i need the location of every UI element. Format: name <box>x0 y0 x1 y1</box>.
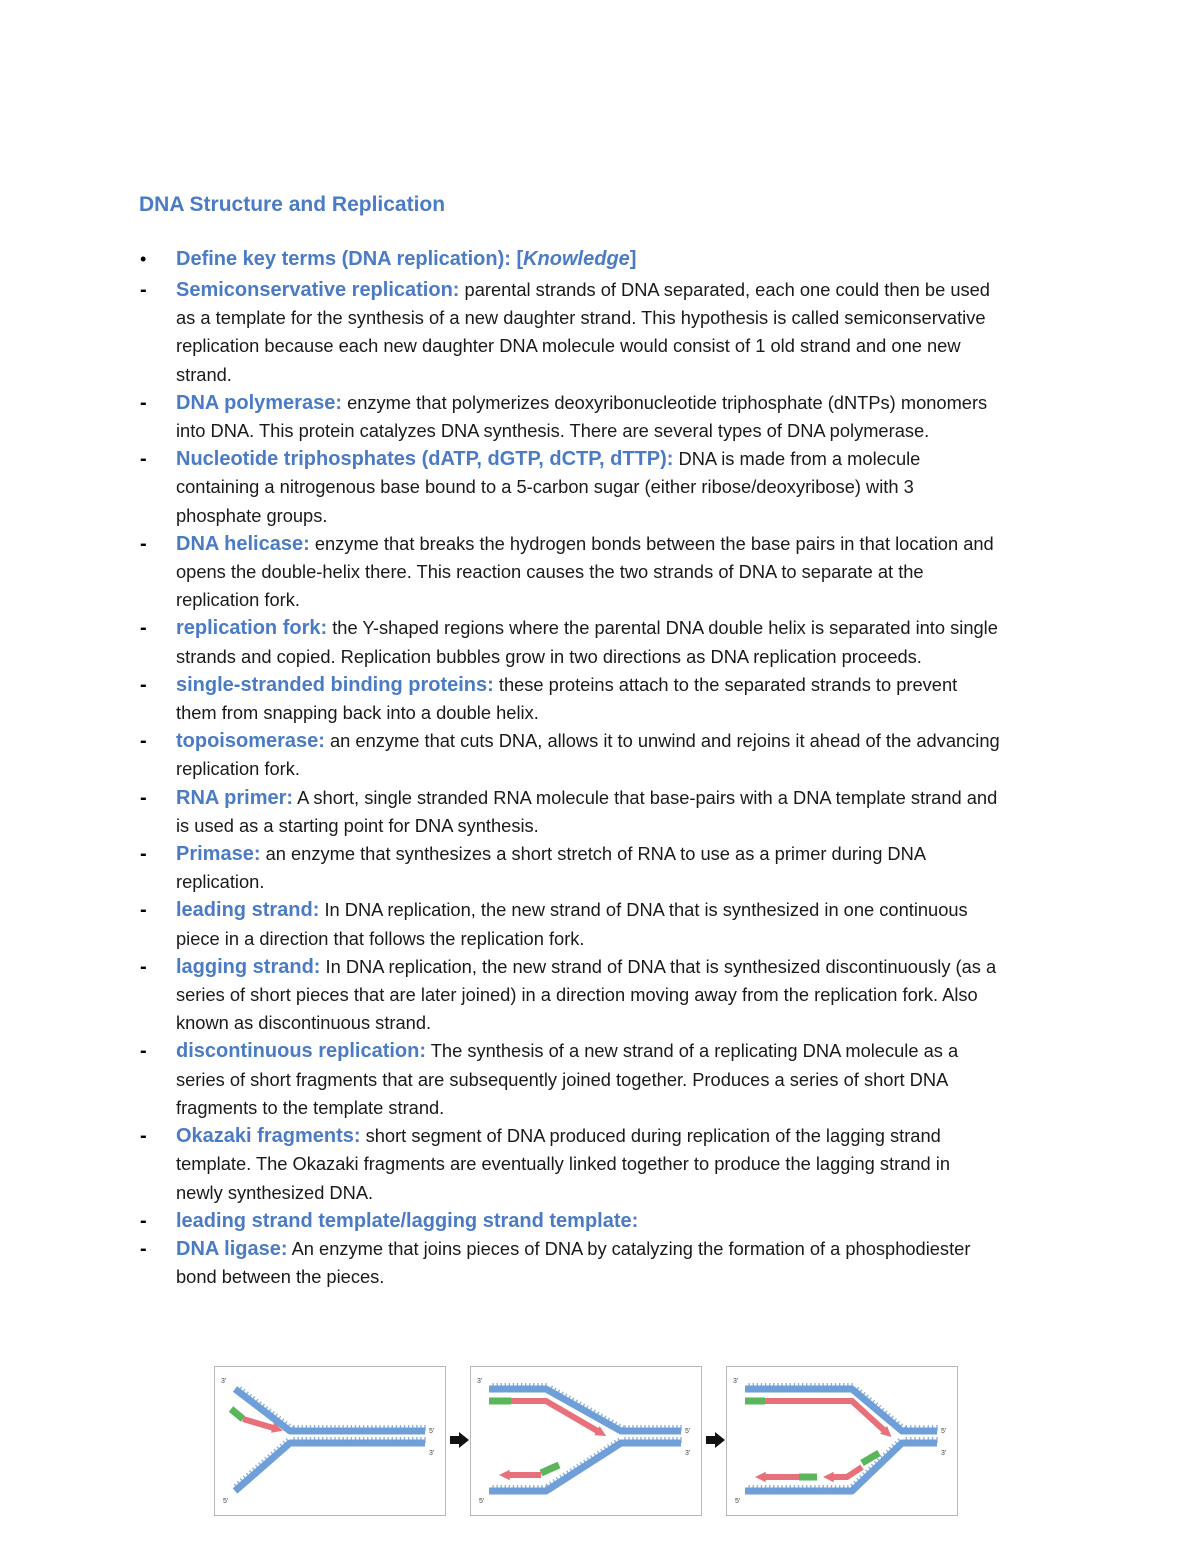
term-item <box>140 953 1000 1038</box>
term-item <box>140 445 1000 530</box>
term-definition: In DNA replication, the new strand of DNA that is synthesized discontinuously (as a series of short pieces that are later joined) in a direction moving away from the replication fork. Also known as discontinuous strand. <box>176 955 997 1034</box>
key-terms-list <box>140 276 1000 1291</box>
strand-end-label: 5' <box>685 1428 691 1435</box>
term-item <box>140 1037 1000 1122</box>
okazaki-fragment-head <box>823 1472 834 1482</box>
term-name: Okazaki fragments: <box>176 1125 361 1148</box>
dash-bullet: - <box>140 617 147 640</box>
figure-panel-1 <box>214 1366 446 1516</box>
figure-panel-2 <box>470 1366 702 1516</box>
term-name: leading strand template/lagging strand template: <box>176 1209 639 1232</box>
term-item <box>140 1122 1000 1207</box>
term-definition: enzyme that breaks the hydrogen bonds between the base pairs in that location and opens the double-helix there. This reaction causes the two strands of DNA to separate at the replication fork. <box>176 532 994 611</box>
template-strand-top <box>745 1389 937 1431</box>
strand-end-label: 5' <box>223 1498 229 1505</box>
okazaki-fragment-head <box>755 1472 766 1482</box>
rna-primer <box>231 1409 243 1419</box>
dash-bullet: - <box>140 532 147 555</box>
dash-bullet: - <box>140 730 147 753</box>
term-item <box>140 840 1000 896</box>
okazaki-fragment <box>829 1467 862 1477</box>
dash-bullet: - <box>140 673 147 696</box>
strand-end-label: 3' <box>941 1450 947 1457</box>
strand-end-label: 3' <box>221 1378 227 1385</box>
term-name: replication fork: <box>176 617 328 640</box>
dash-bullet: - <box>140 279 147 301</box>
right-arrow-icon <box>450 1432 470 1448</box>
term-item <box>140 1207 1000 1235</box>
term-item <box>140 896 1000 952</box>
term-name: Primase: <box>176 843 261 866</box>
strand-end-label: 3' <box>685 1450 691 1457</box>
strand-end-label: 3' <box>733 1378 739 1385</box>
term-item <box>140 671 1000 727</box>
page-title: DNA Structure and Replication <box>139 193 446 216</box>
term-definition: an enzyme that cuts DNA, allows it to unwind and rejoins it ahead of the advancing replication fork. <box>176 730 1000 780</box>
dash-bullet: - <box>140 786 147 809</box>
term-definition: The synthesis of a new strand of a replicating DNA molecule as a series of short fragments that are subsequently joined together. Produces a series of short DNA fragments to the template strand. <box>176 1040 959 1118</box>
term-name: single-stranded binding proteins: <box>176 673 494 696</box>
strand-end-label: 5' <box>941 1428 947 1435</box>
term-item <box>140 276 1000 389</box>
lead-bullet-item <box>140 245 1000 273</box>
term-name: DNA polymerase: <box>176 391 342 414</box>
term-definition: these proteins attach to the separated strands to prevent them from snapping back into a double helix. <box>176 673 958 724</box>
dash-bullet: - <box>140 1040 147 1063</box>
strand-end-label: 5' <box>479 1498 485 1505</box>
figure-panel-3 <box>726 1366 958 1516</box>
okazaki-fragment-head <box>499 1470 510 1480</box>
dash-bullet: - <box>140 899 147 922</box>
template-strand-bottom <box>489 1443 681 1491</box>
term-definition: short segment of DNA produced during replication of the lagging strand template. The Okazaki fragments are eventually linked together to produce the lagging strand in newly synthesized DNA. <box>176 1125 951 1203</box>
term-item <box>140 614 1000 670</box>
term-definition: An enzyme that joins pieces of DNA by catalyzing the formation of a phosphodiester bond between the pieces. <box>176 1237 971 1288</box>
dash-bullet: - <box>140 448 147 471</box>
term-name: leading strand: <box>176 899 320 922</box>
term-item <box>140 784 1000 840</box>
dash-bullet: - <box>140 955 147 978</box>
term-item <box>140 727 1000 783</box>
term-item <box>140 530 1000 615</box>
template-strand-bottom <box>745 1443 937 1491</box>
term-definition: enzyme that polymerizes deoxyribonucleotide triphosphate (dNTPs) monomers into DNA. This protein catalyzes DNA synthesis. There are several types of DNA polymerase. <box>176 391 988 442</box>
term-name: RNA primer: <box>176 786 294 809</box>
bullet-icon: • <box>140 249 147 269</box>
dash-bullet: - <box>140 843 147 866</box>
term-definition: DNA is made from a molecule containing a nitrogenous base bound to a 5-carbon sugar (either ribose/deoxyribose) with 3 phosphate groups. <box>176 448 921 526</box>
term-definition: the Y-shaped regions where the parental DNA double helix is separated into single strands and copied. Replication bubbles grow in two directions as DNA replication proceeds. <box>176 617 998 667</box>
term-name: topoisomerase: <box>176 730 325 753</box>
strand-end-label: 5' <box>429 1428 435 1435</box>
term-item <box>140 1235 1000 1291</box>
term-definition: an enzyme that synthesizes a short stretch of RNA to use as a primer during DNA replication. <box>176 843 926 893</box>
term-name: Nucleotide triphosphates (dATP, dGTP, dCTP, dTTP): <box>176 448 674 471</box>
term-definition: A short, single stranded RNA molecule that base-pairs with a DNA template strand and is used as a starting point for DNA synthesis. <box>176 786 998 836</box>
strand-end-label: 5' <box>735 1498 741 1505</box>
dash-bullet: - <box>140 391 147 414</box>
dash-bullet: - <box>140 1125 147 1148</box>
term-name: Semiconservative replication: <box>176 279 460 301</box>
rna-primer <box>541 1465 559 1473</box>
strand-end-label: 3' <box>477 1378 483 1385</box>
term-name: lagging strand: <box>176 955 321 978</box>
term-name: DNA ligase: <box>176 1237 288 1260</box>
term-item <box>140 389 1000 445</box>
term-name: discontinuous replication: <box>176 1040 427 1063</box>
term-definition: parental strands of DNA separated, each one could then be used as a template for the synthesis of a new daughter strand. This hypothesis is called semiconservative replication because each new daughter DNA molecule would consist of 1 old strand and one new strand. <box>176 279 990 385</box>
right-arrow-icon <box>706 1432 726 1448</box>
rna-primer <box>862 1453 879 1463</box>
replication-figures <box>214 1366 959 1516</box>
strand-end-label: 3' <box>429 1450 435 1457</box>
term-definition: In DNA replication, the new strand of DNA that is synthesized in one continuous piece in a direction that follows the replication fork. <box>176 899 968 949</box>
dash-bullet: - <box>140 1237 147 1260</box>
lead-heading: Define key terms (DNA replication): [Knowledge] <box>176 248 637 270</box>
dash-bullet: - <box>140 1209 147 1232</box>
term-name: DNA helicase: <box>176 532 310 555</box>
template-strand-bottom <box>235 1443 425 1491</box>
